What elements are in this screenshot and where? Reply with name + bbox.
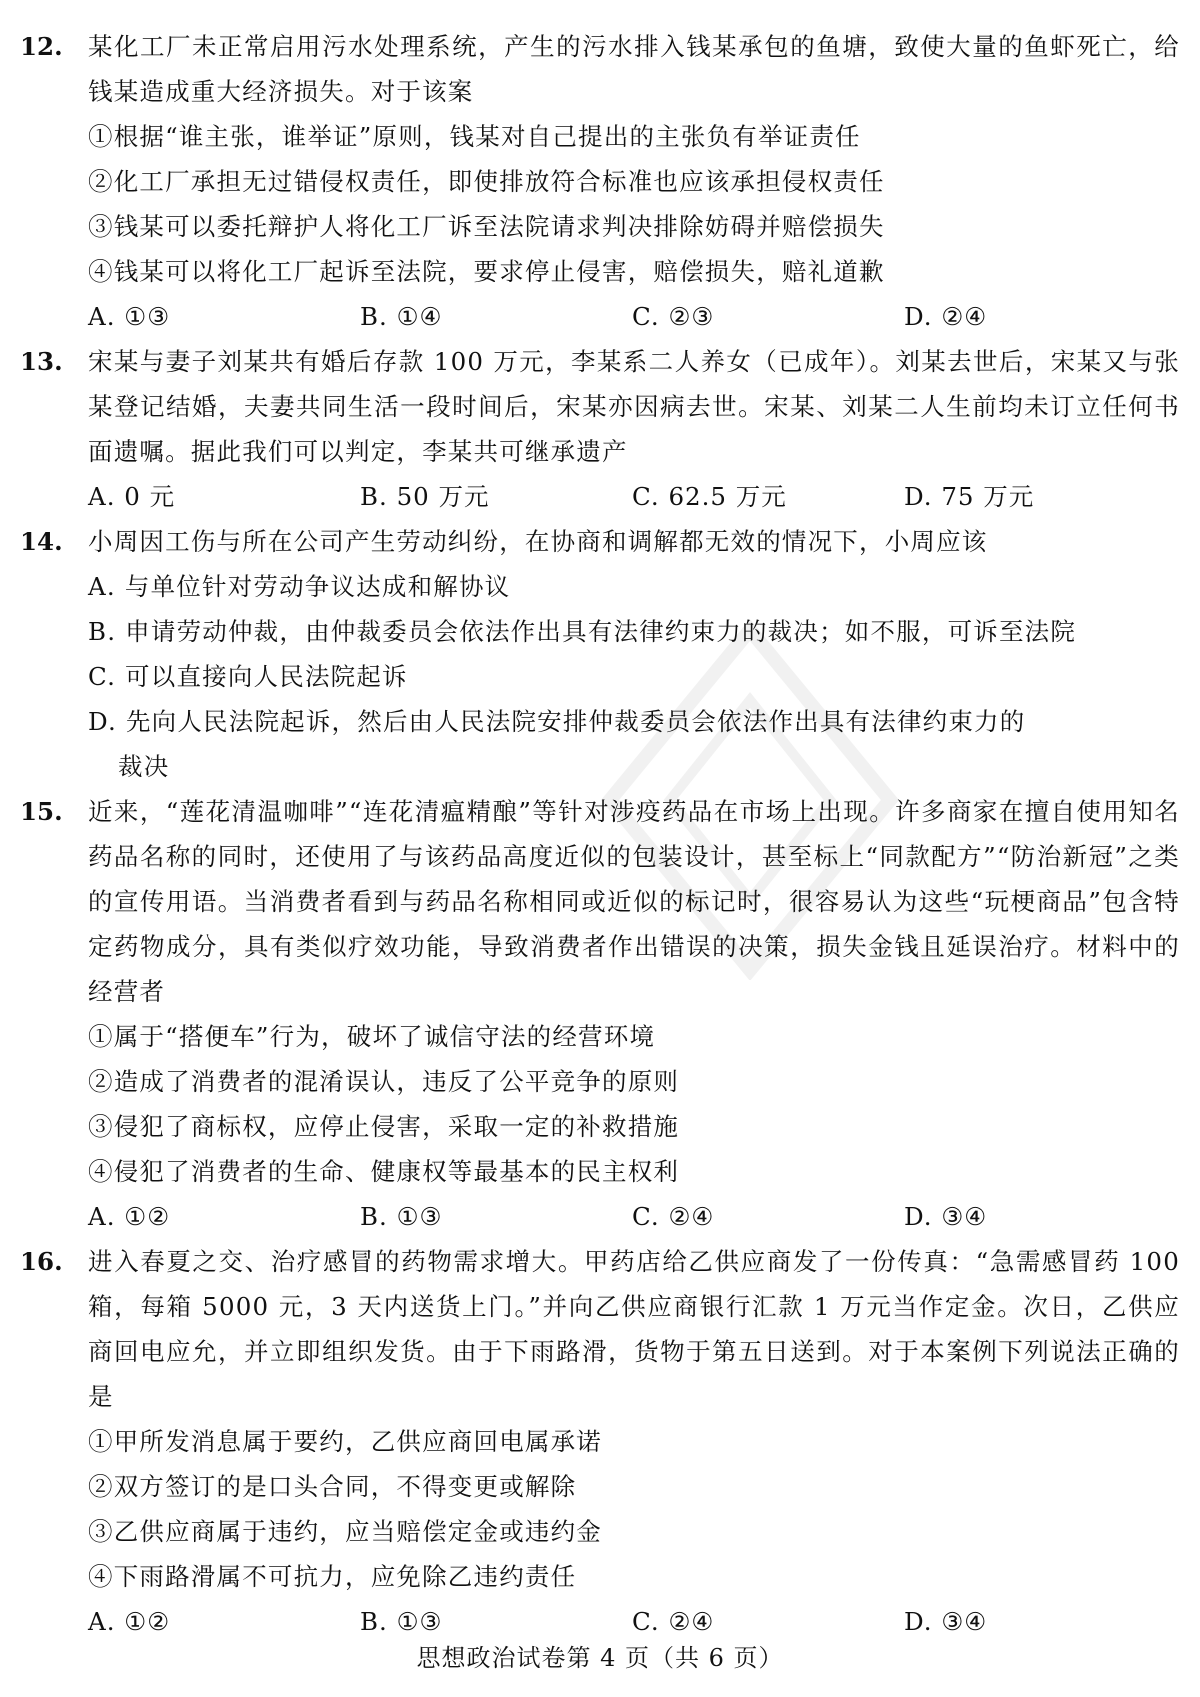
choice-c: C. ②④ (632, 1607, 715, 1636)
option-a: A. 与单位针对劳动争议达成和解协议 (88, 572, 511, 601)
question-stem: 近来，“莲花清温咖啡”“连花清瘟精酿”等针对涉疫药品在市场上出现。许多商家在擅自使用知名药品名称的同时，还使用了与该药品高度近似的包装设计，甚至标上“同款配方”“防治新冠”之类的宣传用语。当消费者看到与药品名称相同或近似的标记时，很容易认为这些“玩梗商品”包含特定药物成分，具有类似疗效功能，导致消费者作出错误的决策，损失金钱且延误治疗。材料中的经营者 (88, 797, 1180, 1006)
option-c: C. 可以直接向人民法院起诉 (88, 662, 408, 691)
choice-b: B. ①④ (360, 302, 443, 331)
answer-choices (20, 294, 1180, 339)
statement-4: ④钱某可以将化工厂起诉至法院，要求停止侵害，赔偿损失，赔礼道歉 (88, 257, 885, 286)
option-b: B. 申请劳动仲裁，由仲裁委员会依法作出具有法律约束力的裁决；如不服，可诉至法院 (88, 617, 1077, 646)
choice-c: C. ②④ (632, 1202, 715, 1231)
choice-a: A. 0 元 (88, 482, 176, 511)
choice-a: A. ①③ (88, 302, 171, 331)
question-list (20, 24, 1180, 1644)
choice-b: B. ①③ (360, 1607, 443, 1636)
choice-a: A. ①② (88, 1202, 171, 1231)
question-stem: 小周因工伤与所在公司产生劳动纠纷，在协商和调解都无效的情况下，小周应该 (88, 527, 988, 556)
statement-3: ③侵犯了商标权，应停止侵害，采取一定的补救措施 (88, 1112, 680, 1141)
statement-4: ④下雨路滑属不可抗力，应免除乙违约责任 (88, 1562, 577, 1591)
choice-b: B. ①③ (360, 1202, 443, 1231)
question-stem: 宋某与妻子刘某共有婚后存款 100 万元，李某系二人养女（已成年）。刘某去世后，宋某又与张某登记结婚，夫妻共同生活一段时间后，宋某亦因病去世。宋某、刘某二人生前均未订立任何书面遗嘱。据此我们可以判定，李某共可继承遗产 (88, 347, 1180, 466)
statement-1: ①根据“谁主张，谁举证”原则，钱某对自己提出的主张负有举证责任 (88, 122, 861, 151)
question-number: 14. (20, 527, 63, 556)
choice-c: C. ②③ (632, 302, 715, 331)
question-16 (20, 1239, 1180, 1644)
option-d: D. 先向人民法院起诉，然后由人民法院安排仲裁委员会依法作出具有法律约束力的 (88, 707, 1026, 736)
statement-1: ①属于“搭便车”行为，破坏了诚信守法的经营环境 (88, 1022, 656, 1051)
statement-3: ③钱某可以委托辩护人将化工厂诉至法院请求判决排除妨碍并赔偿损失 (88, 212, 885, 241)
statement-2: ②化工厂承担无过错侵权责任，即使排放符合标准也应该承担侵权责任 (88, 167, 885, 196)
statement-2: ②造成了消费者的混淆误认，违反了公平竞争的原则 (88, 1067, 680, 1096)
statement-2: ②双方签订的是口头合同，不得变更或解除 (88, 1472, 577, 1501)
choice-d: D. ②④ (904, 302, 988, 331)
answer-choices (20, 1194, 1180, 1239)
question-number: 13. (20, 347, 63, 376)
page-footer: 思想政治试卷第 4 页（共 6 页） (416, 1644, 784, 1672)
choice-d: D. ③④ (904, 1607, 988, 1636)
statement-3: ③乙供应商属于违约，应当赔偿定金或违约金 (88, 1517, 602, 1546)
choice-a: A. ①② (88, 1607, 171, 1636)
question-number: 12. (20, 32, 63, 61)
question-12 (20, 24, 1180, 339)
choice-d: D. ③④ (904, 1202, 988, 1231)
question-15 (20, 789, 1180, 1239)
question-14 (20, 519, 1180, 789)
answer-choices (20, 474, 1180, 519)
question-stem: 进入春夏之交、治疗感冒的药物需求增大。甲药店给乙供应商发了一份传真：“急需感冒药 100 箱，每箱 5000 元，3 天内送货上门。”并向乙供应商银行汇款 1 万元当作定金。次日，乙供应商回电应允，并立即组织发货。由于下雨路滑，货物于第五日送到。对于本案例下列说法正确的是 (88, 1247, 1180, 1411)
option-d-continued: 裁决 (118, 752, 170, 781)
choice-d: D. 75 万元 (904, 482, 1035, 511)
statement-4: ④侵犯了消费者的生命、健康权等最基本的民主权利 (88, 1157, 680, 1186)
statement-1: ①甲所发消息属于要约，乙供应商回电属承诺 (88, 1427, 602, 1456)
question-stem: 某化工厂未正常启用污水处理系统，产生的污水排入钱某承包的鱼塘，致使大量的鱼虾死亡，给钱某造成重大经济损失。对于该案 (88, 32, 1180, 106)
question-number: 16. (20, 1247, 63, 1276)
choice-c: C. 62.5 万元 (632, 482, 787, 511)
question-13 (20, 339, 1180, 519)
question-number: 15. (20, 797, 63, 826)
choice-b: B. 50 万元 (360, 482, 490, 511)
